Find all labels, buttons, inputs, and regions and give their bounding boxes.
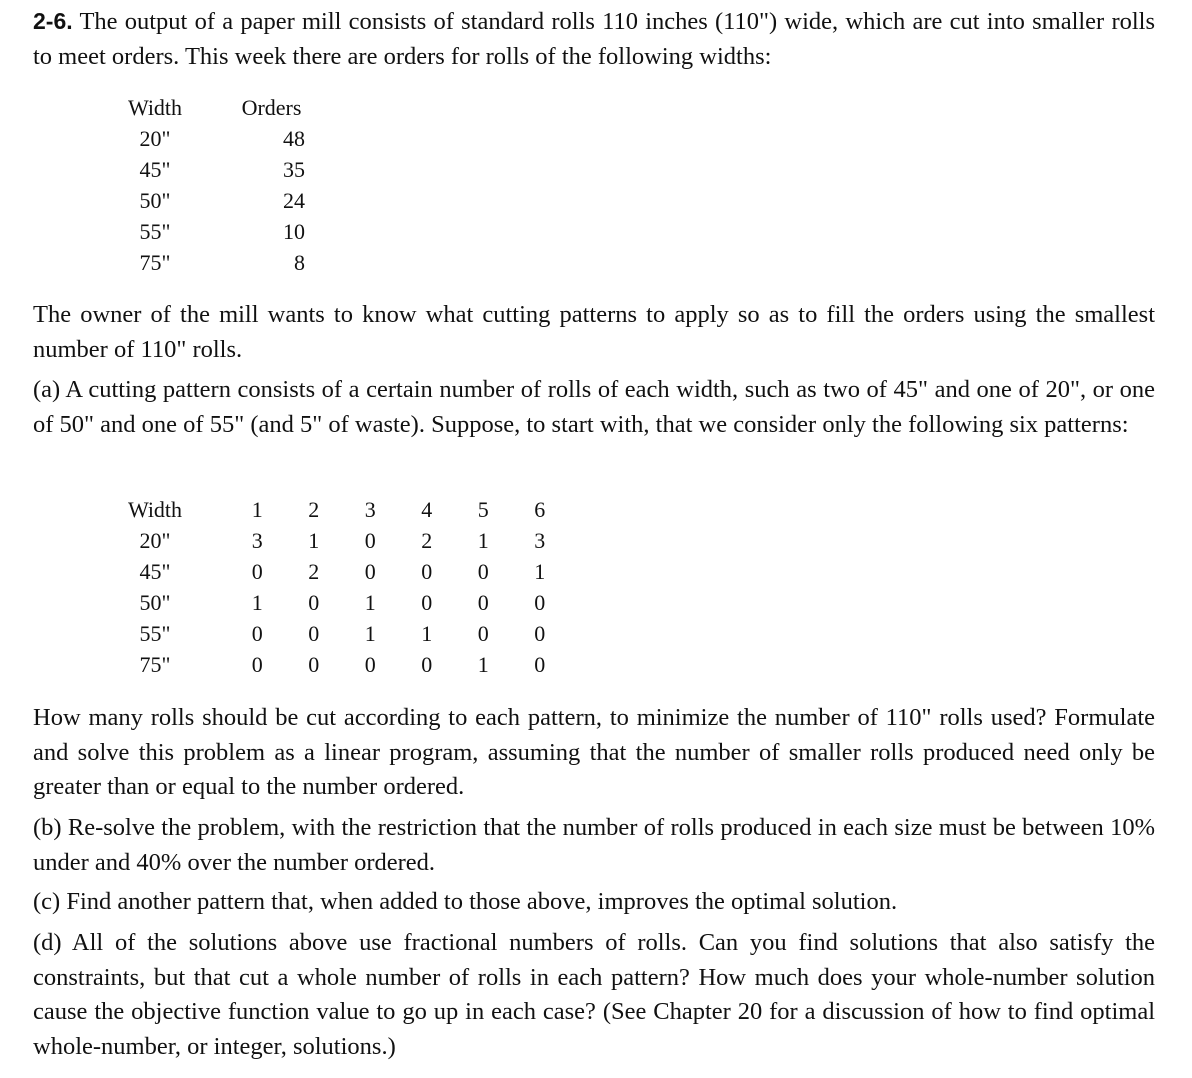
patterns-row <box>123 618 568 649</box>
orders-count-cell: 24 <box>283 188 305 213</box>
orders-row <box>123 216 316 247</box>
orders-count-cell: 48 <box>283 126 305 151</box>
pattern-value-cell: 0 <box>477 590 489 615</box>
pattern-value-cell: 0 <box>534 590 546 615</box>
pattern-value-cell: 1 <box>477 652 489 677</box>
orders-width-cell: 50" <box>139 188 171 213</box>
pattern-value-cell: 0 <box>308 590 320 615</box>
pattern-value-cell: 0 <box>477 621 489 646</box>
problem-number: 2-6. <box>33 8 73 34</box>
orders-width-cell: 55" <box>139 219 171 244</box>
part-d-paragraph: (d) All of the solutions above use fractional numbers of rolls. Can you find solutions that also satisfy the constraints, but that cut a whole number of rolls in each pattern? How much does your whole-number solution cause the objective function value to go up in each case? (See Chapter 20 for a discussion of how to find optimal whole-number, or integer, solutions.) <box>33 929 1155 1060</box>
pattern-header: 4 <box>421 497 433 522</box>
pattern-value-cell: 0 <box>421 590 433 615</box>
pattern-value-cell: 0 <box>477 559 489 584</box>
pattern-value-cell: 2 <box>308 559 320 584</box>
pattern-value-cell: 0 <box>364 652 376 677</box>
patterns-row <box>123 556 568 587</box>
problem-intro <box>33 4 1155 74</box>
pattern-value-cell: 0 <box>308 652 320 677</box>
orders-width-cell: 20" <box>139 126 171 151</box>
pattern-value-cell: 0 <box>534 621 546 646</box>
pattern-value-cell: 0 <box>364 528 376 553</box>
patterns-header-row <box>123 494 568 525</box>
pattern-value-cell: 2 <box>421 528 433 553</box>
patterns-width-cell: 50" <box>139 590 171 615</box>
pattern-value-cell: 0 <box>421 652 433 677</box>
pattern-value-cell: 1 <box>477 528 489 553</box>
pattern-value-cell: 0 <box>251 559 263 584</box>
pattern-value-cell: 1 <box>421 621 433 646</box>
pattern-value-cell: 1 <box>251 590 263 615</box>
patterns-row <box>123 525 568 556</box>
patterns-row <box>123 649 568 680</box>
orders-header-row <box>123 92 316 123</box>
pattern-value-cell: 0 <box>308 621 320 646</box>
orders-row <box>123 154 316 185</box>
pattern-value-cell: 0 <box>364 559 376 584</box>
orders-header-width: Width <box>127 95 183 120</box>
patterns-width-cell: 55" <box>139 621 171 646</box>
patterns-width-cell: 75" <box>139 652 171 677</box>
pattern-value-cell: 1 <box>364 590 376 615</box>
patterns-width-cell: 45" <box>139 559 171 584</box>
patterns-width-cell: 20" <box>139 528 171 553</box>
orders-row <box>123 247 316 278</box>
orders-count-cell: 35 <box>283 157 305 182</box>
orders-row <box>123 185 316 216</box>
pattern-header: 2 <box>308 497 320 522</box>
pattern-header: 3 <box>364 497 376 522</box>
orders-width-cell: 75" <box>139 250 171 275</box>
pattern-header: 1 <box>251 497 263 522</box>
patterns-header-width: Width <box>127 497 183 522</box>
orders-header-orders: Orders <box>241 95 302 120</box>
pattern-value-cell: 0 <box>534 652 546 677</box>
orders-width-cell: 45" <box>139 157 171 182</box>
pattern-value-cell: 1 <box>364 621 376 646</box>
pattern-value-cell: 1 <box>534 559 546 584</box>
pattern-value-cell: 0 <box>421 559 433 584</box>
pattern-value-cell: 3 <box>534 528 546 553</box>
pattern-value-cell: 0 <box>251 652 263 677</box>
part-b-paragraph: (b) Re-solve the problem, with the restriction that the number of rolls produced in each size must be between 10% under and 40% over the number ordered. <box>33 814 1155 876</box>
orders-table <box>123 92 316 278</box>
part-c-paragraph: (c) Find another pattern that, when added to those above, improves the optimal solution. <box>33 888 898 915</box>
orders-row <box>123 123 316 154</box>
pattern-value-cell: 1 <box>308 528 320 553</box>
orders-count-cell: 10 <box>283 219 305 244</box>
patterns-table <box>123 494 568 680</box>
intro-text: The output of a paper mill consists of standard rolls 110 inches (110") wide, which are cut into smaller rolls to meet orders. This week there are orders for rolls of the following widths: <box>33 8 1156 70</box>
owner-paragraph: The owner of the mill wants to know what cutting patterns to apply so as to fill the orders using the smallest number of 110" rolls. <box>33 301 1155 363</box>
pattern-header: 5 <box>477 497 489 522</box>
part-a-paragraph: (a) A cutting pattern consists of a certain number of rolls of each width, such as two of 45" and one of 20", or one of 50" and one of 55" (and 5" of waste). Suppose, to start with, that we consider only the following six patterns: <box>33 376 1155 438</box>
patterns-row <box>123 587 568 618</box>
pattern-value-cell: 3 <box>251 528 263 553</box>
pattern-value-cell: 0 <box>251 621 263 646</box>
pattern-header: 6 <box>534 497 546 522</box>
orders-count-cell: 8 <box>294 250 305 275</box>
how-many-paragraph: How many rolls should be cut according to each pattern, to minimize the number of 110" rolls used? Formulate and solve this problem as a linear program, assuming that the number of smaller rolls produced need only be greater than or equal to the number ordered. <box>33 704 1155 800</box>
